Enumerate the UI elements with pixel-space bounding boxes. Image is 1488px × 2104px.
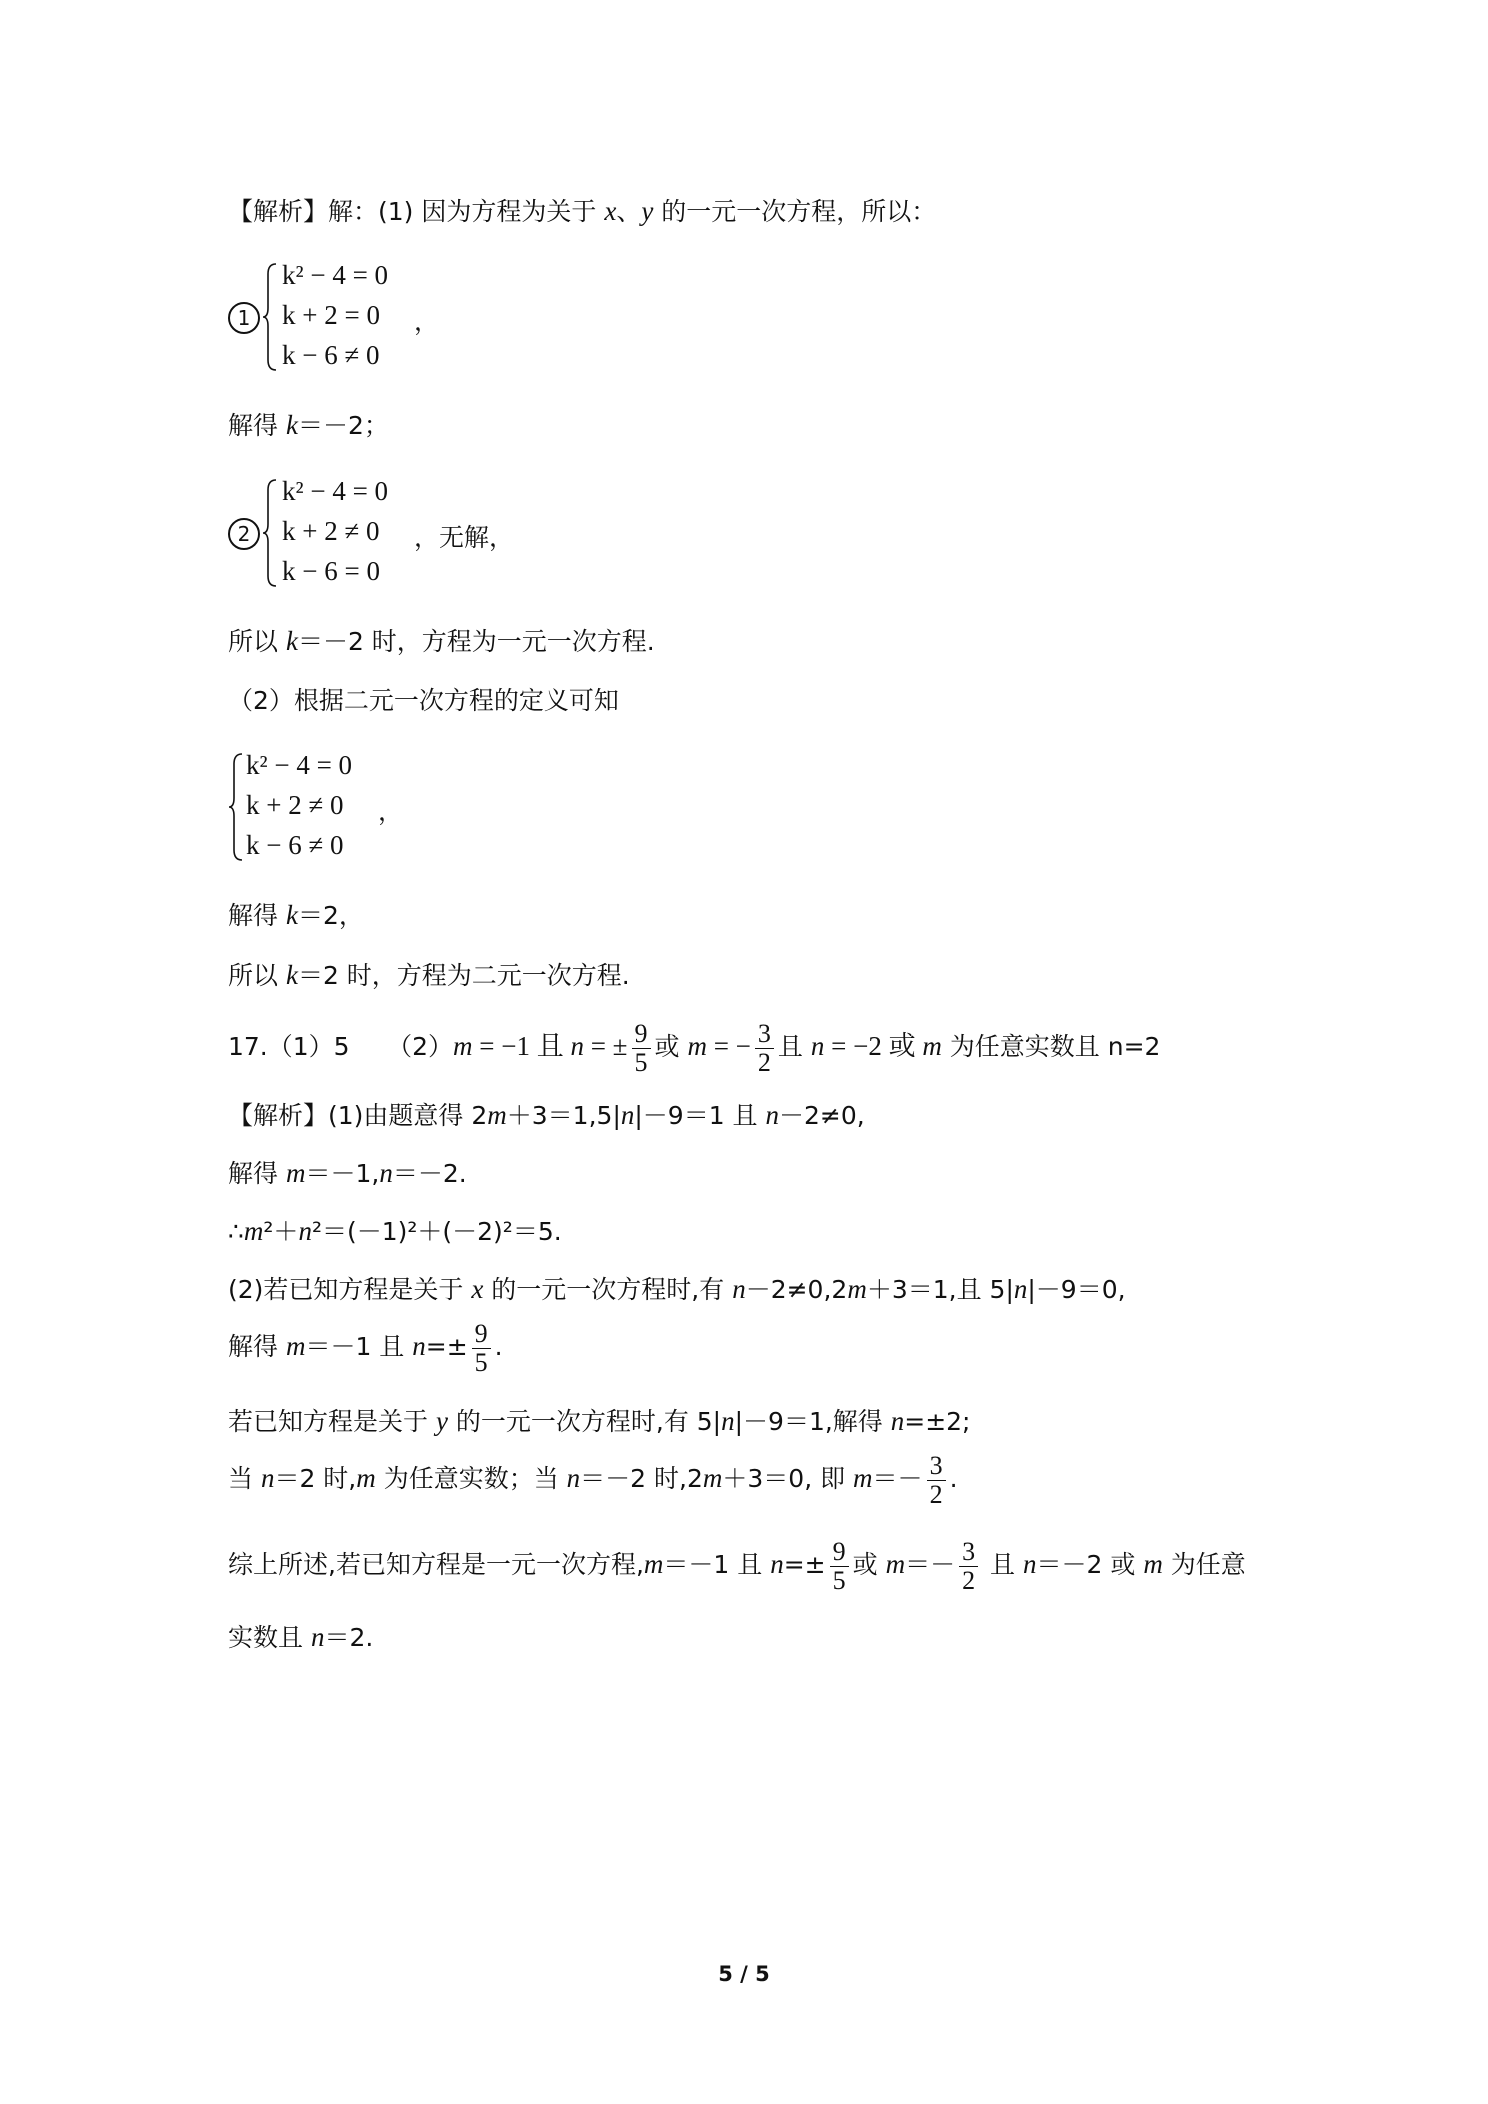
- circled-number-1: 1: [228, 302, 260, 334]
- equation: k − 6 ≠ 0: [282, 340, 380, 370]
- answer-17: 17.（1）5 （2）m = −1 且 n = ± $\frac{9}{5}$ 或 m = − $\frac{3}{2}$ 且 n = −2 或 m 为任意实数且 n=2: [228, 1018, 1161, 1077]
- analysis-part-2: (2)若已知方程是关于 x 的一元一次方程时,有 n－2≠0,2m＋3＝1,且 5|n|－9＝0,: [228, 1274, 1126, 1304]
- equation: k − 6 = 0: [282, 556, 380, 586]
- fraction: $\frac{3}{2}$: [755, 1020, 774, 1077]
- conclusion-line: 所以 k＝2 时，方程为二元一次方程.: [228, 960, 630, 990]
- summary-line-end: 实数且 n＝2.: [228, 1622, 374, 1652]
- summary-line: 综上所述,若已知方程是一元一次方程,m＝－1 且 n=± $\frac{9}{5}$ 或 m＝－ $\frac{3}{2}$ 且 n＝－2 或 m 为任意: [228, 1536, 1246, 1595]
- analysis-intro: 【解析】解：(1) 因为方程为关于 x、y 的一元一次方程，所以：: [228, 196, 937, 226]
- system-trailing-text: ，无解，: [414, 523, 515, 552]
- solution-line: 解得 k＝－2；: [228, 410, 389, 440]
- equation: k + 2 = 0: [282, 300, 380, 330]
- bracket-label: 【解析】: [228, 197, 329, 226]
- solution-line: 解得 k＝2，: [228, 900, 364, 930]
- system-trailing-text: ，: [414, 307, 440, 336]
- therefore-line: ∴m²＋n²＝(－1)²＋(－2)²＝5.: [228, 1216, 562, 1246]
- equation: k − 6 ≠ 0: [246, 830, 344, 860]
- fraction: $\frac{9}{5}$: [632, 1020, 651, 1077]
- fraction: $\frac{9}{5}$: [472, 1320, 491, 1377]
- fraction: $\frac{3}{2}$: [959, 1538, 978, 1595]
- equation-system-1: [228, 258, 528, 378]
- left-brace: [262, 478, 278, 588]
- y-case-line: 若已知方程是关于 y 的一元一次方程时,有 5|n|－9＝1,解得 n=±2;: [228, 1406, 971, 1436]
- equation-system-3: [228, 748, 528, 868]
- circled-number-2: 2: [228, 518, 260, 550]
- system-trailing-text: ，: [378, 797, 404, 826]
- left-brace: [262, 262, 278, 372]
- solution-line: 解得 m＝－1,n＝－2.: [228, 1158, 467, 1188]
- left-brace: [228, 752, 244, 862]
- equation: k + 2 ≠ 0: [246, 790, 344, 820]
- part-2-intro: （2）根据二元一次方程的定义可知: [228, 686, 619, 715]
- equation: k² − 4 = 0: [246, 750, 353, 780]
- conclusion-line: 所以 k＝－2 时，方程为一元一次方程.: [228, 626, 655, 656]
- case-line: 当 n＝2 时,m 为任意实数；当 n＝－2 时,2m＋3＝0, 即 m＝－ $\frac{3}{2}$ .: [228, 1450, 958, 1509]
- fraction: $\frac{3}{2}$: [927, 1452, 946, 1509]
- solution-line: 解得 m＝－1 且 n=± $\frac{9}{5}$ .: [228, 1318, 503, 1377]
- analysis-part-1: 【解析】(1)由题意得 2m＋3＝1,5|n|－9＝1 且 n－2≠0,: [228, 1100, 865, 1130]
- equation-system-2: [228, 474, 588, 594]
- equation: k² − 4 = 0: [282, 476, 389, 506]
- equation: k² − 4 = 0: [282, 260, 389, 290]
- page-number: 5 / 5: [718, 1962, 770, 1986]
- equation: k + 2 ≠ 0: [282, 516, 380, 546]
- fraction: $\frac{9}{5}$: [830, 1538, 849, 1595]
